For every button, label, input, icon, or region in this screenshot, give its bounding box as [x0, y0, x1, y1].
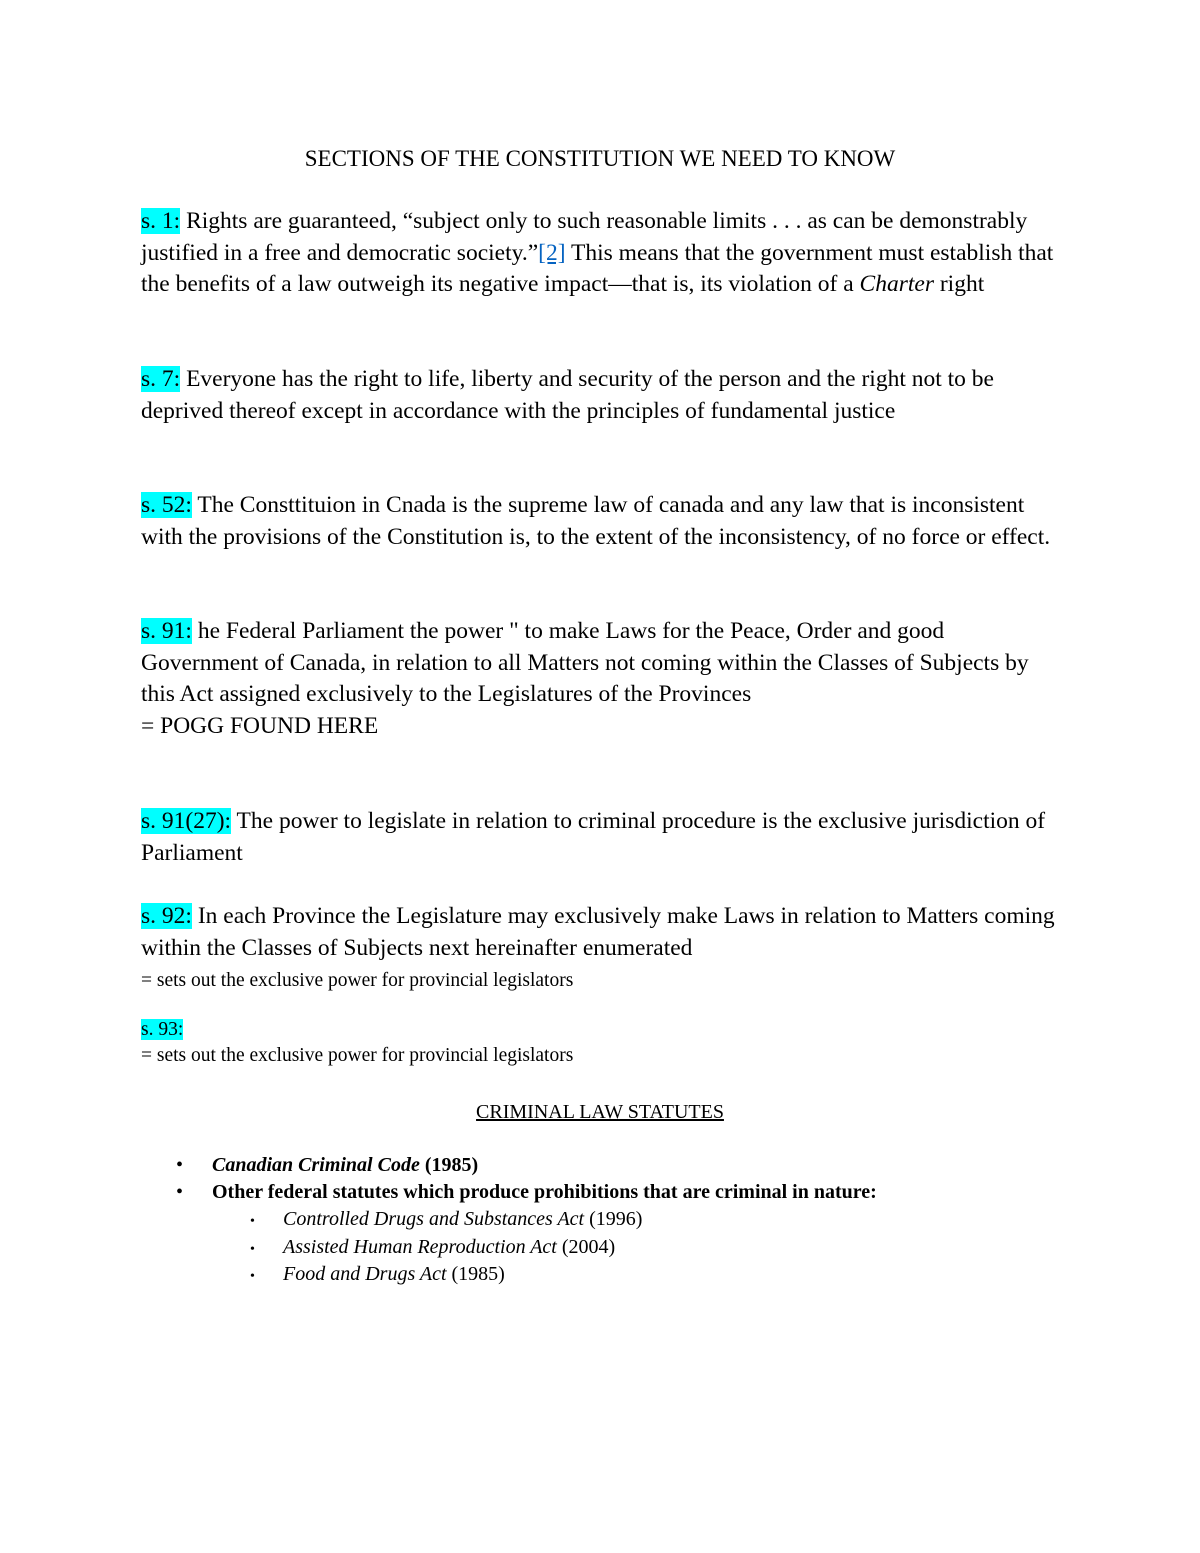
- bullet-icon: •: [176, 1154, 184, 1176]
- section-label: s. 91:: [141, 618, 192, 644]
- section-s93: [141, 1017, 1061, 1069]
- section-s7: [141, 364, 1061, 427]
- bullet-icon: •: [250, 1214, 255, 1229]
- statute-year: (1985): [446, 1263, 505, 1285]
- section-label: s. 93:: [141, 1019, 184, 1040]
- section-s91: [141, 616, 1061, 742]
- bullet-icon: •: [176, 1181, 184, 1203]
- section-label: s. 91(27):: [141, 808, 232, 834]
- sub-list-item: [0, 1236, 1200, 1264]
- section-label: s. 52:: [141, 492, 192, 518]
- criminal-law-heading: CRIMINAL LAW STATUTES: [476, 1101, 724, 1123]
- section-label: s. 7:: [141, 366, 181, 392]
- statute-list: [0, 1154, 1200, 1291]
- section-text: Everyone has the right to life, liberty and security of the person and the right not to be deprived thereof except in accordance with the principles of fundamental justice: [141, 366, 994, 424]
- section-text: In each Province the Legislature may exclusively make Laws in relation to Matters coming within the Classes of Subjects next hereinafter enumerated: [141, 903, 1055, 961]
- section-text: Rights are guaranteed, “subject only to such reasonable limits . . . as can be demonstrably justified in a free and democratic society.”: [141, 208, 1028, 266]
- statute-title: Assisted Human Reproduction Act: [283, 1235, 557, 1258]
- bullet-icon: •: [250, 1269, 255, 1284]
- section-note: = sets out the exclusive power for provincial legislators: [141, 1045, 574, 1066]
- section-text: he Federal Parliament the power " to make Laws for the Peace, Order and good Government of Canada, in relation to all Matters not coming within the Classes of Subjects by this Act assigned exclusively to the Legislatures of the Provinces: [141, 618, 1029, 707]
- statute-title: Canadian Criminal Code: [212, 1154, 420, 1176]
- section-s1: [141, 206, 1061, 301]
- list-item: [0, 1154, 1200, 1181]
- page-title: SECTIONS OF THE CONSTITUTION WE NEED TO KNOW: [304, 146, 896, 171]
- section-text: The Consttituion in Cnada is the supreme law of canada and any law that is inconsistent with the provisions of the Constitution is, to the extent of the inconsistency, of no force or effect.: [141, 492, 1051, 550]
- statute-year: (2004): [556, 1235, 616, 1258]
- section-s92: [141, 901, 1061, 996]
- section-s91-27: [141, 806, 1061, 869]
- bullet-icon: •: [250, 1241, 255, 1257]
- list-item: [0, 1181, 1200, 1208]
- statute-year: (1985): [419, 1154, 479, 1176]
- section-note: = sets out the exclusive power for provincial legislators: [141, 970, 574, 991]
- section-label: s. 1:: [141, 208, 181, 234]
- statute-title: Food and Drugs Act: [283, 1263, 447, 1285]
- sub-list-item: [0, 1263, 1200, 1291]
- statute-year: (1996): [584, 1208, 643, 1230]
- section-label: s. 92:: [141, 903, 192, 929]
- section-text: This means that the government must establish that the benefits of a law outweigh its negative impact—that is, its violation of a: [141, 239, 1054, 297]
- statute-text: Other federal statutes which produce prohibitions that are criminal in nature:: [212, 1181, 877, 1203]
- footnote-link[interactable]: [2]: [538, 239, 566, 266]
- statute-title: Controlled Drugs and Substances Act: [283, 1208, 585, 1230]
- section-note: = POGG FOUND HERE: [141, 712, 379, 739]
- italic-term: Charter: [859, 271, 934, 297]
- section-text: The power to legislate in relation to criminal procedure is the exclusive jurisdiction of Parliament: [141, 808, 1046, 866]
- section-s52: [141, 490, 1061, 553]
- section-text: right: [933, 271, 985, 297]
- sub-list-item: [0, 1208, 1200, 1236]
